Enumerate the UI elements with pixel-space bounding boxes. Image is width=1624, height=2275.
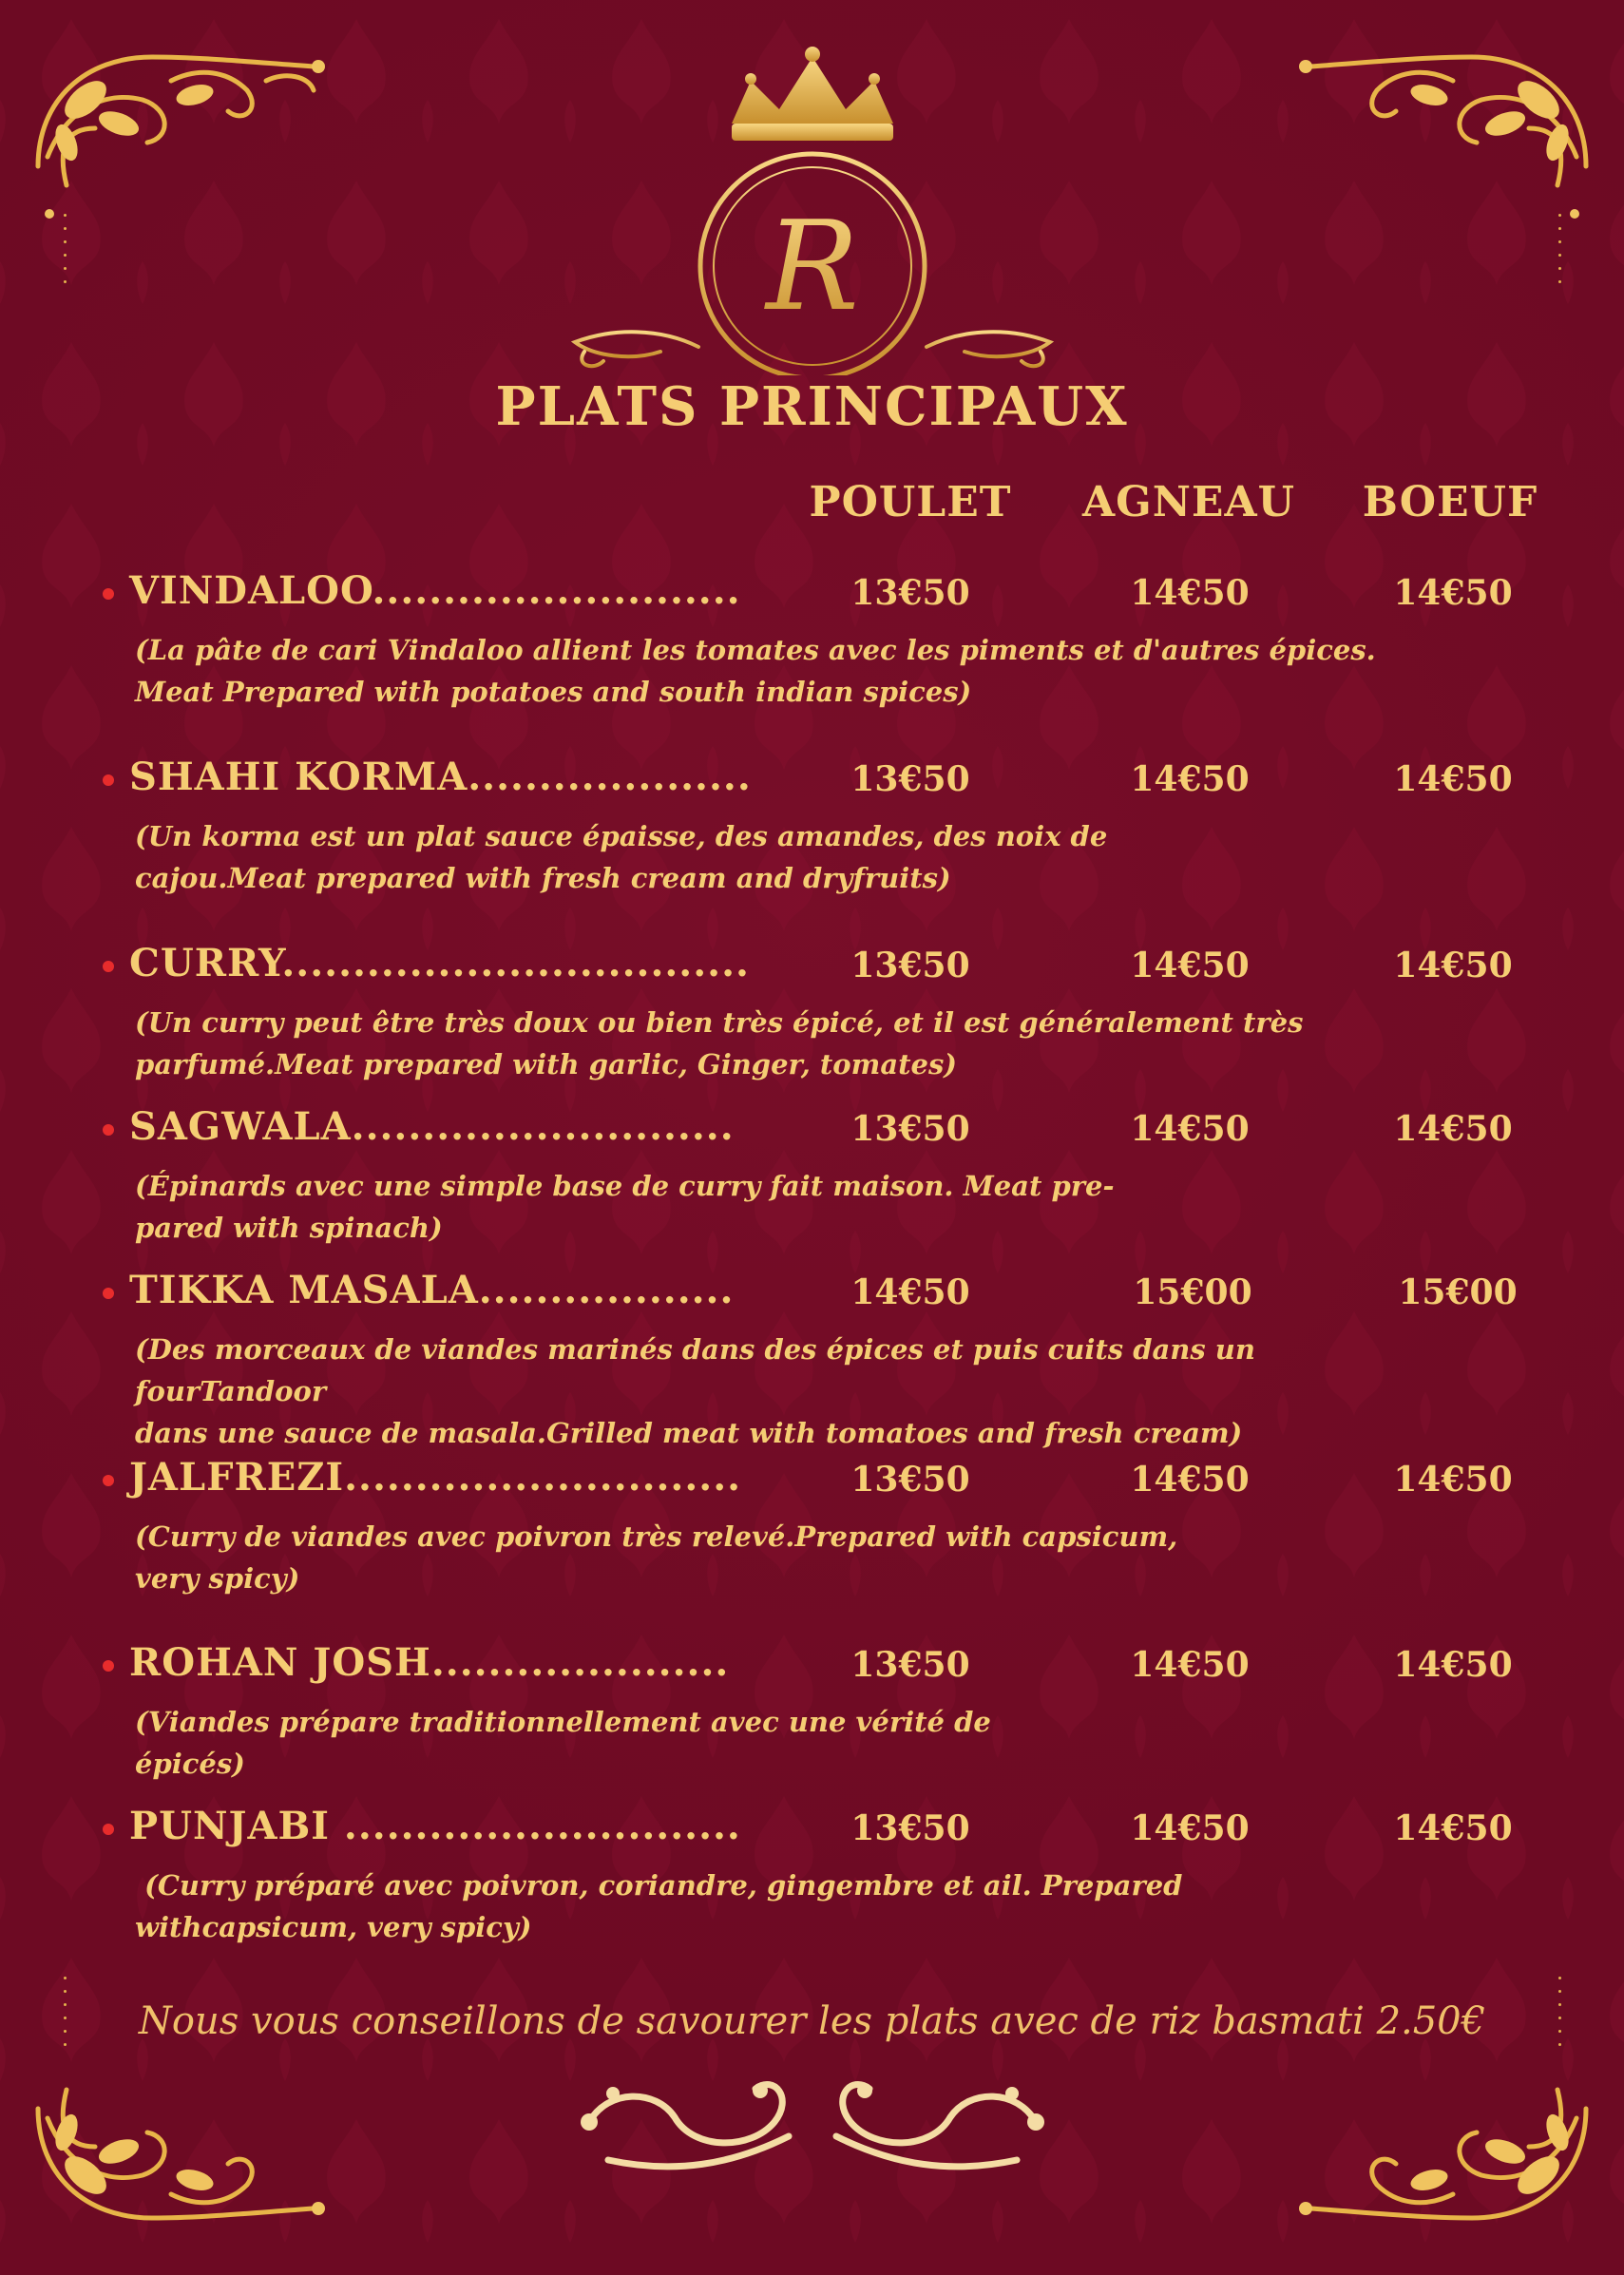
menu-title: PLATS PRINCIPAUX: [495, 375, 1129, 438]
dotted-line-left-top: [62, 214, 67, 294]
price-agneau: 14€50: [1130, 946, 1250, 985]
dish-description: (Des morceaux de viandes marinés dans des épices et puis cuits dans un fourTandoor dans une sauce de masala.Grilled meat with tomatoes and fresh cream): [135, 1333, 1255, 1449]
dotted-line-right-top: [1557, 214, 1562, 294]
rice-suggestion-note: Nous vous conseillons de savourer les plats avec de riz basmati 2.50€: [138, 1999, 1486, 2043]
corner-ornament-top-right: [1282, 43, 1595, 290]
price-agneau: 14€50: [1130, 1109, 1250, 1149]
column-header-poulet: POULET: [809, 478, 1012, 526]
price-poulet: 13€50: [850, 1460, 970, 1500]
dish-name-jalfrezi: JALFREZI............................: [129, 1455, 742, 1500]
price-agneau: 14€50: [1130, 573, 1250, 613]
price-poulet: 14€50: [850, 1272, 970, 1312]
dish-name-vindaloo: VINDALOO..........................: [129, 568, 741, 613]
price-agneau: 14€50: [1130, 1460, 1250, 1500]
bottom-flourish-ornament: [570, 2070, 1055, 2174]
price-agneau: 14€50: [1130, 1808, 1250, 1848]
price-boeuf: 14€50: [1393, 1109, 1513, 1149]
price-poulet: 13€50: [850, 1645, 970, 1685]
dish-name-shahi-korma: SHAHI KORMA....................: [129, 755, 752, 799]
price-poulet: 13€50: [850, 1109, 970, 1149]
dish-name-sagwala: SAGWALA...........................: [129, 1104, 735, 1149]
item-bullet: [103, 961, 114, 972]
item-bullet: [103, 774, 114, 786]
price-poulet: 13€50: [850, 1808, 970, 1848]
item-bullet: [103, 1824, 114, 1835]
dish-description: (Un korma est un plat sauce épaisse, des amandes, des noix de cajou.Meat prepared with fresh cream and dryfruits): [135, 820, 1108, 894]
crown-monogram-emblem: [546, 43, 1079, 375]
dish-description: (La pâte de cari Vindaloo allient les tomates avec les piments et d'autres épices. Meat Prepared with potatoes and south indian spices): [135, 634, 1376, 708]
price-boeuf: 14€50: [1393, 1645, 1513, 1685]
crown-icon: [732, 47, 893, 141]
price-boeuf: 14€50: [1393, 573, 1513, 613]
column-header-agneau: AGNEAU: [1082, 478, 1295, 526]
item-bullet: [103, 1660, 114, 1672]
price-poulet: 13€50: [850, 759, 970, 799]
price-agneau: 14€50: [1130, 759, 1250, 799]
price-boeuf: 14€50: [1393, 1808, 1513, 1848]
column-header-boeuf: BOEUF: [1362, 478, 1538, 526]
price-boeuf: 14€50: [1393, 1460, 1513, 1500]
item-bullet: [103, 1475, 114, 1486]
dish-description: (Curry préparé avec poivron, coriandre, gingembre et ail. Prepared withcapsicum, very spicy): [135, 1869, 1183, 1943]
price-agneau: 15€00: [1133, 1272, 1252, 1312]
price-poulet: 13€50: [850, 946, 970, 985]
dish-name-punjabi: PUNJABI ............................: [129, 1804, 741, 1848]
item-bullet: [103, 1288, 114, 1299]
dish-description: (Curry de viandes avec poivron très relevé.Prepared with capsicum, very spicy): [135, 1520, 1178, 1595]
corner-ornament-top-left: [29, 43, 342, 290]
dish-name-curry: CURRY.................................: [129, 941, 750, 985]
item-bullet: [103, 588, 114, 600]
item-bullet: [103, 1124, 114, 1136]
price-agneau: 14€50: [1130, 1645, 1250, 1685]
monogram-letter: R: [766, 194, 859, 338]
dish-description: (Viandes prépare traditionnellement avec une vérité de épicés): [135, 1706, 991, 1780]
dish-name-tikka-masala: TIKKA MASALA..................: [129, 1268, 735, 1312]
price-boeuf: 14€50: [1393, 759, 1513, 799]
price-boeuf: 15€00: [1398, 1272, 1518, 1312]
price-boeuf: 14€50: [1393, 946, 1513, 985]
price-poulet: 13€50: [850, 573, 970, 613]
dish-description: (Épinards avec une simple base de curry fait maison. Meat pre- pared with spinach): [135, 1170, 1115, 1244]
dish-description: (Un curry peut être très doux ou bien très épicé, et il est généralement très parfumé.Meat prepared with garlic, Ginger, tomates): [135, 1006, 1304, 1080]
dish-name-rohan-josh: ROHAN JOSH.....................: [129, 1640, 730, 1685]
